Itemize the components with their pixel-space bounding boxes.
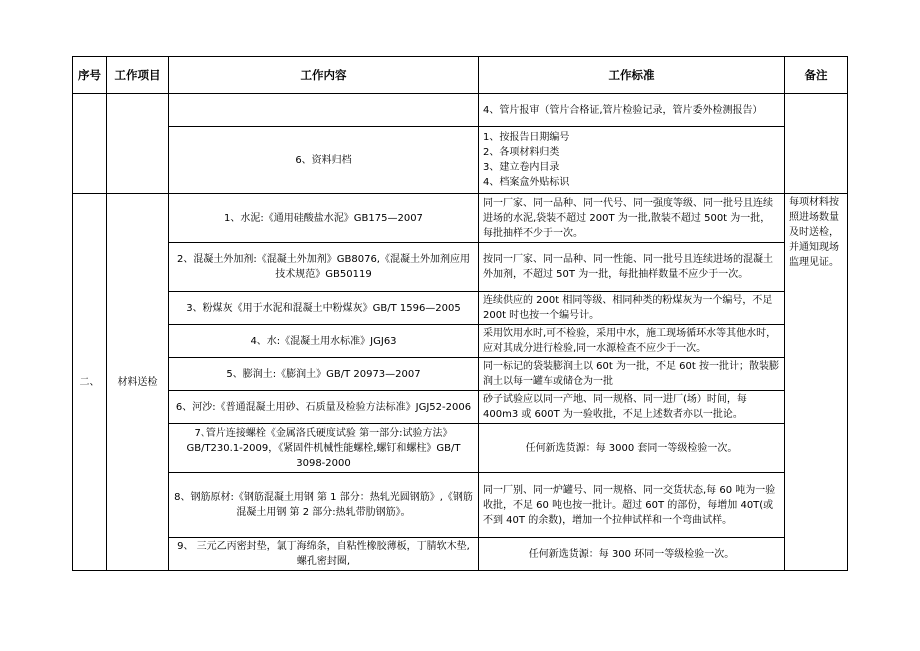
material-content-cell: 8、钢筋原材:《钢筋混凝土用钢 第 1 部分：热轧光圆钢筋》,《钢筋混凝土用钢 第 2 部分:热轧带肋钢筋》。 <box>169 473 479 538</box>
table-row <box>73 538 848 571</box>
table-header-row <box>73 57 848 94</box>
section2-item-cell: 材料送检 <box>107 194 169 571</box>
header-item: 工作项目 <box>107 57 169 94</box>
section1-standard-cell: 4、管片报审（管片合格证,管片检验记录，管片委外检测报告） <box>479 94 785 127</box>
table-row <box>73 358 848 391</box>
archive-standard-cell <box>479 127 785 194</box>
header-seq: 序号 <box>73 57 107 94</box>
header-remark: 备注 <box>785 57 848 94</box>
material-content-cell: 4、水:《混凝土用水标准》JGJ63 <box>169 325 479 358</box>
section1-seq-cell <box>73 94 107 194</box>
archive-standard-line: 3、建立卷内目录 <box>483 162 560 173</box>
section2-seq-cell: 二、 <box>73 194 107 571</box>
table-row <box>73 194 848 243</box>
archive-standard-line: 1、按报告日期编号 <box>483 132 570 143</box>
section1-remark-cell <box>785 94 848 194</box>
table-row <box>73 473 848 538</box>
table-row <box>73 424 848 473</box>
section1-content-cell <box>169 94 479 127</box>
table-row <box>73 325 848 358</box>
material-standard-cell: 砂子试验应以同一产地、同一规格、同一进厂(场）时间，每 400m3 或 600T 为一验收批，不足上述数者亦以一批论。 <box>479 391 785 424</box>
material-standard-cell: 任何新选货源：每 300 环同一等级检验一次。 <box>479 538 785 571</box>
material-content-cell: 7､管片连接螺栓《金属洛氏硬度试验 第一部分:试验方法》GB/T230.1-2009，《紧固件机械性能螺栓,螺钉和螺柱》GB/T 3098-2000 <box>169 424 479 473</box>
section1-item-cell <box>107 94 169 194</box>
material-standard-cell: 任何新选货源：每 3000 套同一等级检验一次。 <box>479 424 785 473</box>
material-standard-cell: 同一厂家、同一品种、同一代号、同一强度等级、同一批号且连续进场的水泥,袋装不超过 200T 为一批,散装不超过 500t 为一批，每批抽样不少于一次。 <box>479 194 785 243</box>
archive-content-cell: 6、资料归档 <box>169 127 479 194</box>
section2-remark-cell: 每项材料按照进场数量及时送检，并通知现场监理见证。 <box>785 194 848 571</box>
material-content-cell: 1、水泥:《通用硅酸盐水泥》GB175—2007 <box>169 194 479 243</box>
table-row <box>73 391 848 424</box>
table-row <box>73 127 848 194</box>
material-content-cell: 2、混凝土外加剂:《混凝土外加剂》GB8076,《混凝土外加剂应用技术规范》GB50119 <box>169 243 479 292</box>
material-standard-cell: 按同一厂家、同一品种、同一性能、同一批号且连续进场的混凝土外加剂，不超过 50T 为一批，每批抽样数量不应少于一次。 <box>479 243 785 292</box>
material-standard-cell: 同一标记的袋装膨润土以 60t 为一批，不足 60t 按一批计；散装膨润土以每一罐车或储仓为一批 <box>479 358 785 391</box>
archive-standard-line: 4、档案盒外贴标识 <box>483 177 570 188</box>
work-standard-table <box>72 56 848 571</box>
table-row <box>73 94 848 127</box>
material-content-cell: 5、膨润土:《膨润土》GB/T 20973—2007 <box>169 358 479 391</box>
material-content-cell: 3、粉煤灰《用于水泥和混凝土中粉煤灰》GB/T 1596—2005 <box>169 292 479 325</box>
material-standard-cell: 同一厂别、同一炉罐号、同一规格、同一交货状态,每 60 吨为一验收批，不足 60 吨也按一批计。超过 60T 的部份，每增加 40T(或不到 40T 的余数)，增加一个拉伸试样和一个弯曲试样。 <box>479 473 785 538</box>
table-row <box>73 243 848 292</box>
material-standard-cell: 采用饮用水时,可不检验，采用中水，施工现场循环水等其他水时，应对其成分进行检验,同一水源检查不应少于一次。 <box>479 325 785 358</box>
header-content: 工作内容 <box>169 57 479 94</box>
material-content-cell: 9、 三元乙丙密封垫，氯丁海绵条，自粘性橡胶薄板，丁腈软木垫,螺孔密封圈, <box>169 538 479 571</box>
header-standard: 工作标准 <box>479 57 785 94</box>
archive-standard-line: 2、各项材料归类 <box>483 147 560 158</box>
material-content-cell: 6、河沙:《普通混凝土用砂、石质量及检验方法标准》JGJ52-2006 <box>169 391 479 424</box>
material-standard-cell: 连续供应的 200t 相同等级、相同种类的粉煤灰为一个编号，不足 200t 时也按一个编号计。 <box>479 292 785 325</box>
table-row <box>73 292 848 325</box>
